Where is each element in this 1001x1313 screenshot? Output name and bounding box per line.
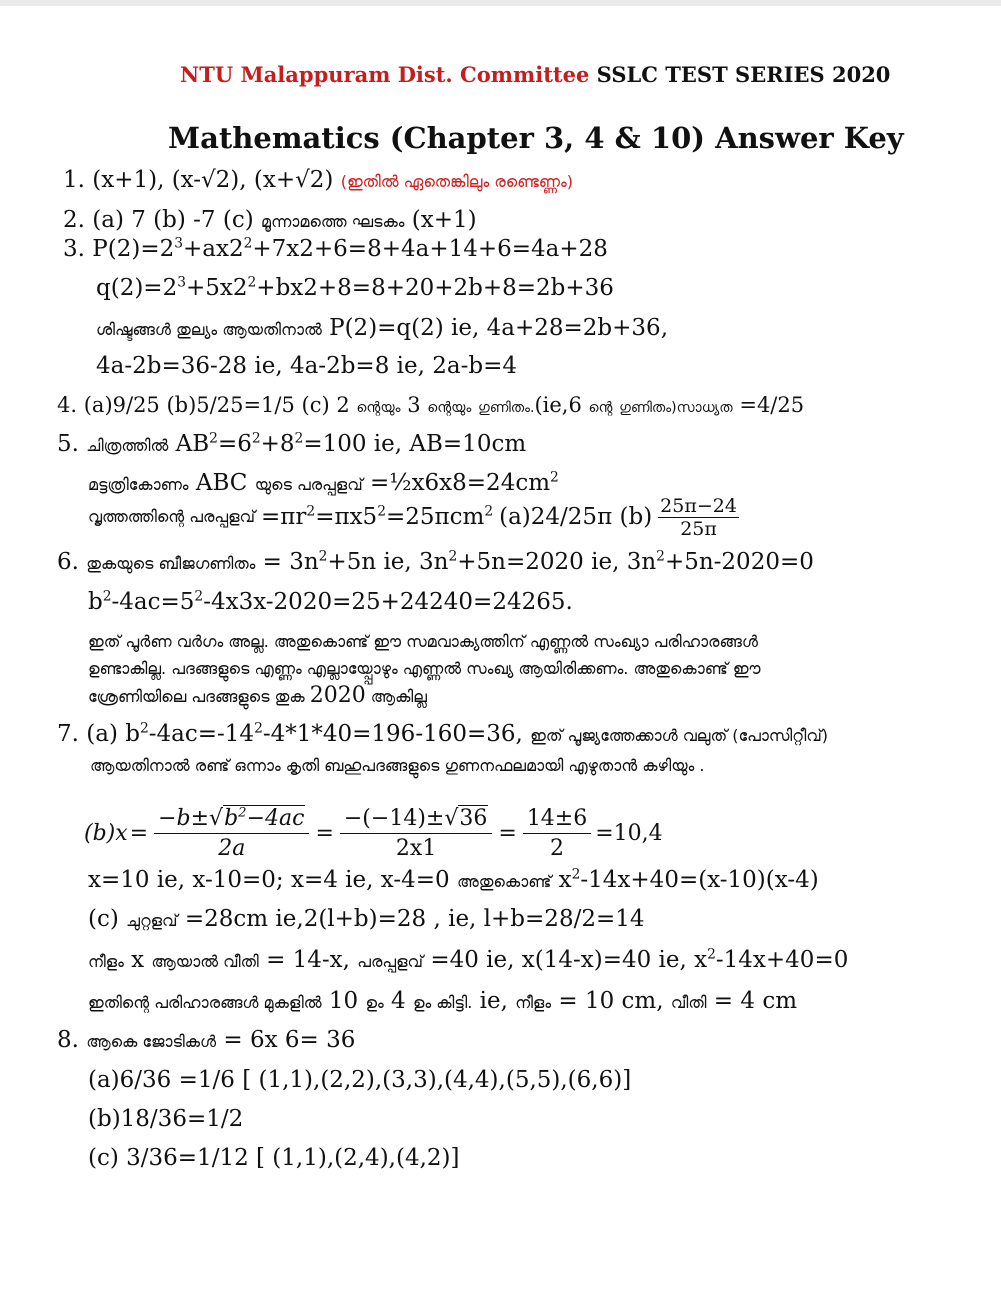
series-name: SSLC TEST SERIES 2020 bbox=[596, 62, 891, 87]
malayalam-text: ഗുണിതം. bbox=[478, 400, 535, 416]
sqrt-sign: √ bbox=[209, 805, 224, 831]
radicand: 36 bbox=[459, 805, 488, 831]
expr: =½x6x8=24cm bbox=[370, 470, 551, 496]
expr: (a)24/25π (b) bbox=[499, 504, 653, 530]
org-name: NTU Malappuram Dist. Committee bbox=[180, 62, 590, 87]
expr: P(2)=q(2) ie, 4a+28=2b+36, bbox=[329, 315, 668, 341]
exponent: 2 bbox=[247, 274, 257, 291]
expr: = 6x 6= 36 bbox=[223, 1027, 356, 1053]
exponent: 2 bbox=[484, 503, 494, 520]
answer-number: 7. bbox=[57, 721, 79, 747]
page-title: Mathematics (Chapter 3, 4 & 10) Answer Key bbox=[168, 121, 904, 155]
top-edge-bar bbox=[0, 0, 1001, 6]
malayalam-text: ന്റെയും bbox=[356, 400, 401, 416]
malayalam-text: അതുകൊണ്ട് bbox=[456, 872, 552, 891]
exponent: 2 bbox=[294, 430, 304, 447]
expr: =28cm ie,2(l+b)=28 , ie, l+b=28/2=14 bbox=[184, 906, 645, 932]
expr: -4*1*40=196-160=36, bbox=[262, 721, 523, 747]
exponent: 2 bbox=[194, 588, 204, 605]
exponent: 3 bbox=[174, 235, 184, 252]
answer-text: (a) 7 (b) -7 (c) bbox=[92, 207, 254, 233]
malayalam-text: ഗുണിതം) bbox=[619, 400, 677, 416]
answer-7-line-3 bbox=[88, 866, 819, 896]
expr: -14x+40=(x-10)(x-4) bbox=[580, 867, 819, 893]
answer-7-line-2 bbox=[90, 750, 704, 780]
expr: +5n ie, 3n bbox=[327, 549, 449, 575]
exponent: 2 bbox=[251, 430, 261, 447]
exponent: 2 bbox=[656, 548, 665, 565]
exponent: 2 bbox=[238, 805, 247, 821]
fraction-denominator: 25π bbox=[680, 517, 717, 540]
expr: 2020 bbox=[309, 683, 366, 708]
fraction-numerator: 14±6 bbox=[523, 806, 591, 834]
malayalam-text: ശ്രേണിയിലെ പദങ്ങളുടെ തുക bbox=[88, 687, 305, 706]
expr: x bbox=[131, 947, 145, 973]
malayalam-text: ഉം കിട്ടി. bbox=[413, 993, 473, 1012]
answer-note: (ഇതിൽ ഏതെങ്കിലും രണ്ടെണ്ണം) bbox=[340, 172, 573, 191]
answer-3-line-3 bbox=[96, 314, 668, 344]
answer-3-line-1 bbox=[63, 235, 608, 263]
answer-1 bbox=[63, 166, 573, 196]
answer-6-line-2 bbox=[88, 588, 573, 616]
paragraph-line: ഇത് പൂർണ വർഗം അല്ല. അതുകൊണ്ട് ഈ സമവാക്യത്തിന് എണ്ണൽ സംഖ്യാ പരിഹാരങ്ങൾ bbox=[88, 632, 758, 651]
expr: +8 bbox=[260, 431, 295, 457]
fraction-numerator bbox=[154, 806, 309, 834]
exponent: 2 bbox=[550, 469, 559, 486]
expr: =4/25 bbox=[739, 393, 805, 417]
expr: -4ac=5 bbox=[111, 589, 195, 615]
expr: 3 bbox=[407, 393, 421, 417]
exponent: 2 bbox=[139, 720, 149, 737]
fraction bbox=[340, 806, 493, 861]
equals-sign: = bbox=[315, 820, 334, 846]
answer-number: 4. bbox=[57, 393, 78, 417]
answer-8-line-3: (b)18/36=1/2 bbox=[88, 1106, 244, 1132]
expr: +bx2+8=8+20+2b+8=2b+36 bbox=[256, 275, 614, 301]
expr: =6 bbox=[217, 431, 252, 457]
expr: b bbox=[224, 805, 239, 831]
malayalam-text: വൃത്തത്തിന്റെ പരപ്പളവ് bbox=[88, 507, 256, 526]
expr: +5n=2020 ie, 3n bbox=[457, 549, 657, 575]
header-line bbox=[180, 61, 890, 89]
malayalam-text: ന്റെ bbox=[588, 400, 613, 416]
answer-number: 2. bbox=[63, 207, 85, 233]
malayalam-text: ഉം bbox=[365, 993, 384, 1012]
answer-note: മൂന്നാമത്തെ ഘടകം bbox=[261, 212, 405, 231]
expr: b bbox=[88, 589, 103, 615]
answer-number: 1. bbox=[63, 167, 85, 193]
answer-7-line-6 bbox=[88, 987, 797, 1017]
fraction-numerator: 25π−24 bbox=[660, 494, 737, 517]
expr: x=10 ie, x-10=0; x=4 ie, x-4=0 bbox=[88, 867, 450, 893]
expr: +7x2+6=8+4a+14+6=4a+28 bbox=[252, 236, 608, 262]
malayalam-text: ആയാൽ വീതി bbox=[151, 952, 259, 971]
equals-sign: = bbox=[129, 820, 149, 846]
expr: =πr bbox=[261, 504, 307, 530]
expr: (c) bbox=[88, 906, 119, 932]
expr: (ie,6 bbox=[534, 393, 582, 417]
answer-8-line-1 bbox=[57, 1026, 355, 1056]
exponent: 2 bbox=[318, 548, 328, 565]
exponent: 2 bbox=[102, 588, 112, 605]
expr: −b± bbox=[158, 805, 210, 831]
paragraph-line bbox=[88, 682, 948, 710]
malayalam-text: മട്ടത്രികോണം bbox=[88, 475, 189, 494]
fraction-denominator: 2a bbox=[218, 835, 246, 861]
expr: = 4 cm bbox=[713, 988, 798, 1014]
eq-lead: (b)x bbox=[84, 820, 128, 846]
malayalam-text: ഇത് പൂജ്യത്തേക്കാൾ വലുത് (പോസിറ്റീവ്) bbox=[530, 726, 829, 745]
fraction bbox=[154, 806, 309, 861]
exponent: 2 bbox=[448, 548, 458, 565]
expr: +5n-2020=0 bbox=[664, 549, 814, 575]
expr-group bbox=[261, 503, 493, 531]
malayalam-text: വീതി bbox=[670, 993, 707, 1012]
fraction-denominator: 2 bbox=[550, 835, 565, 861]
expr: (a) b bbox=[86, 721, 140, 747]
exponent: 2 bbox=[209, 430, 218, 447]
answer-number: 3. bbox=[63, 236, 85, 262]
answer-8-line-4: (c) 3/36=1/12 [ (1,1),(2,4),(4,2)] bbox=[88, 1145, 460, 1171]
expr: +5x2 bbox=[186, 275, 248, 301]
answer-4 bbox=[57, 391, 804, 422]
expr: -4ac=-14 bbox=[148, 721, 255, 747]
equation-result: =10,4 bbox=[595, 820, 663, 846]
answer-7-line-1 bbox=[57, 720, 828, 750]
expr: =100 ie, AB=10cm bbox=[303, 431, 527, 457]
malayalam-text: ആകെ ജോടികൾ bbox=[86, 1032, 217, 1051]
malayalam-text: യുടെ പരപ്പളവ് bbox=[254, 475, 363, 494]
expr: = 10 cm, bbox=[558, 988, 664, 1014]
expr: −4ac bbox=[246, 805, 305, 831]
expr: x bbox=[558, 867, 572, 893]
expr: AB bbox=[175, 431, 210, 457]
answer-number: 6. bbox=[57, 549, 79, 575]
answer-text: (x+1), (x-√2), (x+√2) bbox=[92, 167, 334, 193]
equals-sign: = bbox=[498, 820, 517, 846]
radicand bbox=[223, 805, 305, 831]
malayalam-text: ചുറ്റളവ് bbox=[126, 911, 178, 930]
fraction-denominator: 2x1 bbox=[395, 835, 437, 861]
malayalam-text: തുകയുടെ ബീജഗണിതം bbox=[86, 554, 256, 573]
expr: q(2)=2 bbox=[96, 275, 178, 301]
expr: =πx5 bbox=[315, 504, 378, 530]
expr: −(−14)± bbox=[343, 805, 445, 831]
sqrt-sign: √ bbox=[444, 805, 459, 831]
expr: ABC bbox=[195, 470, 248, 496]
fraction bbox=[523, 806, 591, 861]
expr: =25πcm bbox=[385, 504, 485, 530]
expr: =40 ie, x(14-x)=40 ie, x bbox=[430, 947, 708, 973]
malayalam-text: ആകില്ല bbox=[370, 687, 427, 706]
expr: +ax2 bbox=[183, 236, 244, 262]
expr: ie, bbox=[479, 988, 508, 1014]
expr: -14x+40=0 bbox=[715, 947, 849, 973]
fraction bbox=[658, 495, 739, 540]
answer-6-explanation bbox=[88, 628, 948, 710]
expr: -4x3x-2020=25+24240=24265. bbox=[203, 589, 573, 615]
expr: 10 bbox=[328, 988, 359, 1014]
exponent: 2 bbox=[306, 503, 316, 520]
answer-number: 5. bbox=[57, 431, 79, 457]
answer-8-line-2: (a)6/36 =1/6 [ (1,1),(2,2),(3,3),(4,4),(5,5),(6,6)] bbox=[88, 1067, 632, 1093]
malayalam-text: പരപ്പളവ് bbox=[357, 952, 424, 971]
expr: = 14-x, bbox=[266, 947, 350, 973]
exponent: 2 bbox=[377, 503, 386, 520]
answer-3-line-2 bbox=[96, 274, 614, 302]
expr: P(2)=2 bbox=[92, 236, 175, 262]
expr: 4 bbox=[391, 988, 406, 1014]
exponent: 2 bbox=[254, 720, 263, 737]
fraction-numerator bbox=[340, 806, 493, 834]
answer-7-line-5 bbox=[88, 946, 848, 976]
answer-5-line-3 bbox=[88, 493, 739, 541]
malayalam-text: ന്റെയും bbox=[427, 400, 472, 416]
paragraph-line: ഉണ്ടാകില്ല. പദങ്ങളുടെ എണ്ണം എല്ലായ്പ്പോഴും എണ്ണൽ സംഖ്യ ആയിരിക്കണം. അതുകൊണ്ട് ഈ bbox=[88, 659, 761, 678]
malayalam-text: നീളം bbox=[515, 993, 552, 1012]
malayalam-text: ശിഷ്ടങ്ങൾ തുല്യം ആയതിനാൽ bbox=[96, 320, 322, 339]
answer-text: (x+1) bbox=[411, 207, 477, 233]
malayalam-text: ഇതിന്റെ പരിഹാരങ്ങൾ മുകളിൽ bbox=[88, 993, 322, 1012]
exponent: 2 bbox=[571, 866, 581, 883]
answer-3-line-4: 4a-2b=36-28 ie, 4a-2b=8 ie, 2a-b=4 bbox=[96, 353, 517, 379]
answer-7-line-4 bbox=[88, 905, 645, 935]
malayalam-text: നീളം bbox=[88, 952, 124, 971]
malayalam-text: സാധ്യത bbox=[676, 400, 733, 416]
answer-number: 8. bbox=[57, 1027, 79, 1053]
expr: (a)9/25 (b)5/25=1/5 (c) 2 bbox=[83, 393, 350, 417]
answer-2 bbox=[63, 206, 477, 236]
expr: = 3n bbox=[262, 549, 319, 575]
exponent: 2 bbox=[707, 946, 716, 963]
exponent: 3 bbox=[177, 274, 186, 291]
quadratic-formula-equation bbox=[84, 798, 663, 868]
malayalam-text: ആയതിനാൽ രണ്ട് ഒന്നാം കൃതി ബഹുപദങ്ങളുടെ ഗുണനഫലമായി എഴുതാൻ കഴിയും . bbox=[90, 756, 705, 775]
answer-5-line-1 bbox=[57, 430, 526, 460]
answer-6-line-1 bbox=[57, 548, 814, 578]
exponent: 2 bbox=[243, 235, 253, 252]
malayalam-text: ചിത്രത്തിൽ bbox=[86, 436, 169, 455]
